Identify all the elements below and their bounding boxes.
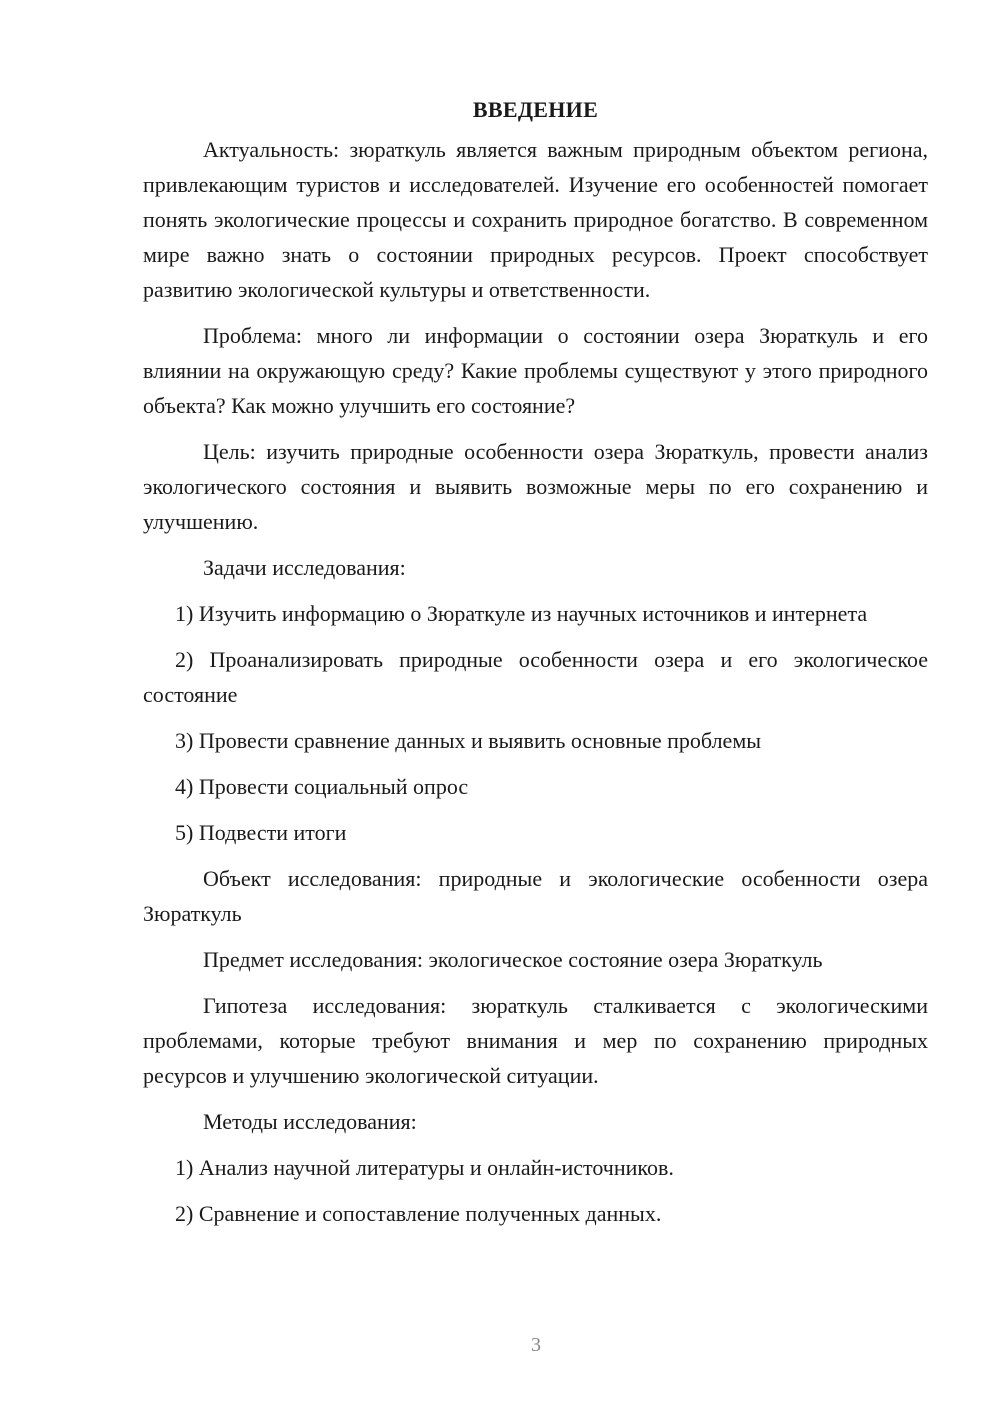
task-item-5: 5) Подвести итоги xyxy=(175,820,347,845)
hypothesis-paragraph: Гипотеза исследования: зюраткуль сталкивается с экологическими проблемами, которые требуют внимания и мер по сохранению природных ресурсов и улучшению экологической ситуации. xyxy=(143,993,928,1088)
relevance-paragraph: Актуальность: зюраткуль является важным природным объектом региона, привлекающим туристов и исследователей. Изучение его особенностей помогает понять экологические процессы и сохранить природное богатство. В современном мире важно знать о состоянии природных ресурсов. Проект способствует развитию экологической культуры и ответственности. xyxy=(143,137,928,302)
section-title: ВВЕДЕНИЕ xyxy=(472,97,599,122)
problem-paragraph: Проблема: много ли информации о состоянии озера Зюраткуль и его влиянии на окружающую среду? Какие проблемы существуют у этого природного объекта? Как можно улучшить его состояние? xyxy=(143,323,928,418)
object-paragraph: Объект исследования: природные и экологические особенности озера Зюраткуль xyxy=(143,866,928,926)
task-item-3: 3) Провести сравнение данных и выявить основные проблемы xyxy=(175,728,762,753)
method-item-2: 2) Сравнение и сопоставление полученных данных. xyxy=(175,1201,662,1226)
goal-paragraph: Цель: изучить природные особенности озера Зюраткуль, провести анализ экологического состояния и выявить возможные меры по его сохранению и улучшению. xyxy=(143,439,928,534)
task-item-4: 4) Провести социальный опрос xyxy=(175,774,469,799)
subject-paragraph: Предмет исследования: экологическое состояние озера Зюраткуль xyxy=(203,947,823,972)
tasks-heading: Задачи исследования: xyxy=(203,555,406,580)
task-item-1: 1) Изучить информацию о Зюраткуле из научных источников и интернета xyxy=(175,601,868,626)
methods-heading: Методы исследования: xyxy=(203,1109,417,1134)
task-item-2: 2) Проанализировать природные особенности озера и его экологическое состояние xyxy=(143,647,928,707)
page-number: 3 xyxy=(531,1334,541,1356)
method-item-1: 1) Анализ научной литературы и онлайн-источников. xyxy=(175,1155,674,1180)
